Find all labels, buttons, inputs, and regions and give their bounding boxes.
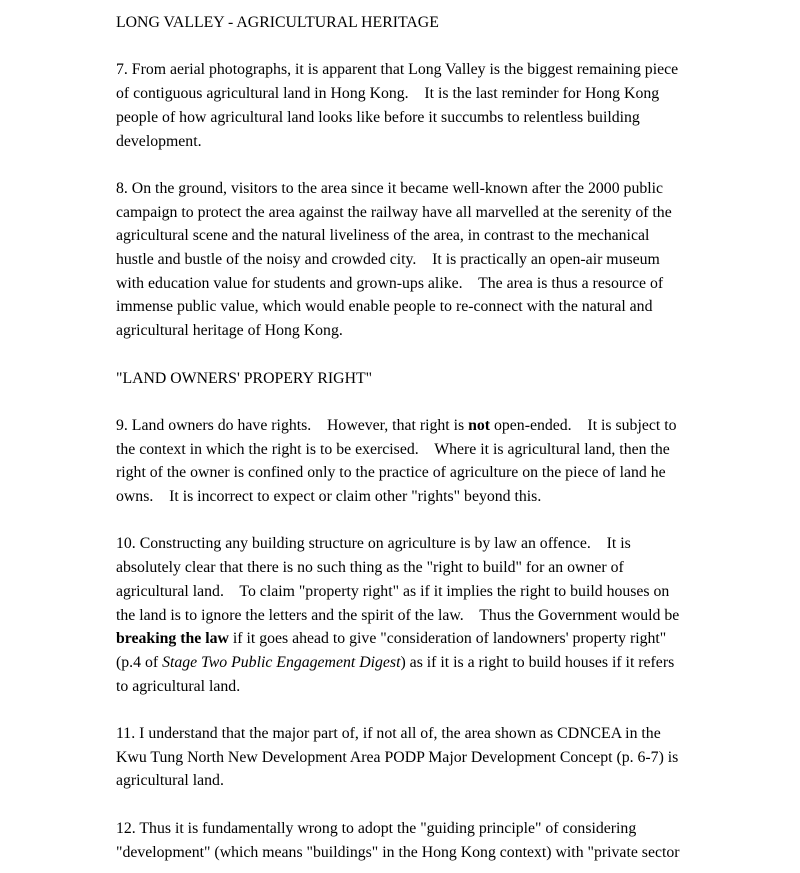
document-title: LONG VALLEY - AGRICULTURAL HERITAGE xyxy=(116,14,439,31)
paragraph-9-bold-not: not xyxy=(468,416,491,434)
paragraph-8: 8. On the ground, visitors to the area since it became well-known after the 2000 public campaign to protect the area against the railway have all marvelled at the serenity of the agricultural scene and the natural liveliness of the area, in contrast to the mechanical hustle and bustle of the noisy and crowded city. It is practically an open-air museum with education value for students and grown-ups alike. The area is thus a resource of immense public value, which would enable people to re-connect with the natural and agricultural heritage of Hong Kong. xyxy=(116,179,676,340)
paragraph-10-text-end: ) as if it is a right to build houses if it refers to agricultural land. xyxy=(116,653,679,695)
paragraph-12: 12. Thus it is fundamentally wrong to adopt the "guiding principle" of considering "development" (which means "buildings" in the Hong Kong context) with "private sector xyxy=(116,819,680,861)
paragraph-10-text-mid: if it goes ahead to give "consideration of landowners' property right" (p.4 of xyxy=(116,630,671,671)
paragraph-10-bold-breaking-the-law: breaking the law xyxy=(116,630,229,648)
paragraph-9-text-end: open-ended. It is subject to the context in which the right is to be exercised. Where it is agricultural land, then the right of the owner is confined only to the practice of agriculture on the piece of land he owns. It is incorrect to expect or claim other "rights" beyond this. xyxy=(116,416,681,505)
paragraph-9 xyxy=(116,414,680,509)
paragraph-9-text-start: 9. Land owners do have rights. However, that right is xyxy=(116,416,469,434)
paragraph-10-italic-digest-title: Stage Two Public Engagement Digest xyxy=(162,653,401,671)
paragraph-10-text-start: 10. Constructing any building structure on agriculture is by law an offence. It is absolutely clear that there is no such thing as the "right to build" for an owner of agricultural land. To claim "property right" as if it implies the right to build houses on the land is to ignore the letters and the spirit of the law. Thus the Government would be xyxy=(116,535,684,624)
paragraph-10 xyxy=(116,532,684,698)
section-heading: "LAND OWNERS' PROPERY RIGHT" xyxy=(116,369,373,387)
paragraph-11: 11. I understand that the major part of, if not all of, the area shown as CDNCEA in the Kwu Tung North New Development Area PODP Major Development Concept (p. 6-7) is agricultural land. xyxy=(116,725,683,790)
paragraph-7: 7. From aerial photographs, it is apparent that Long Valley is the biggest remaining piece of contiguous agricultural land in Hong Kong. It is the last reminder for Hong Kong people of how agricultural land looks like before it succumbs to relentless building development. xyxy=(116,61,683,150)
